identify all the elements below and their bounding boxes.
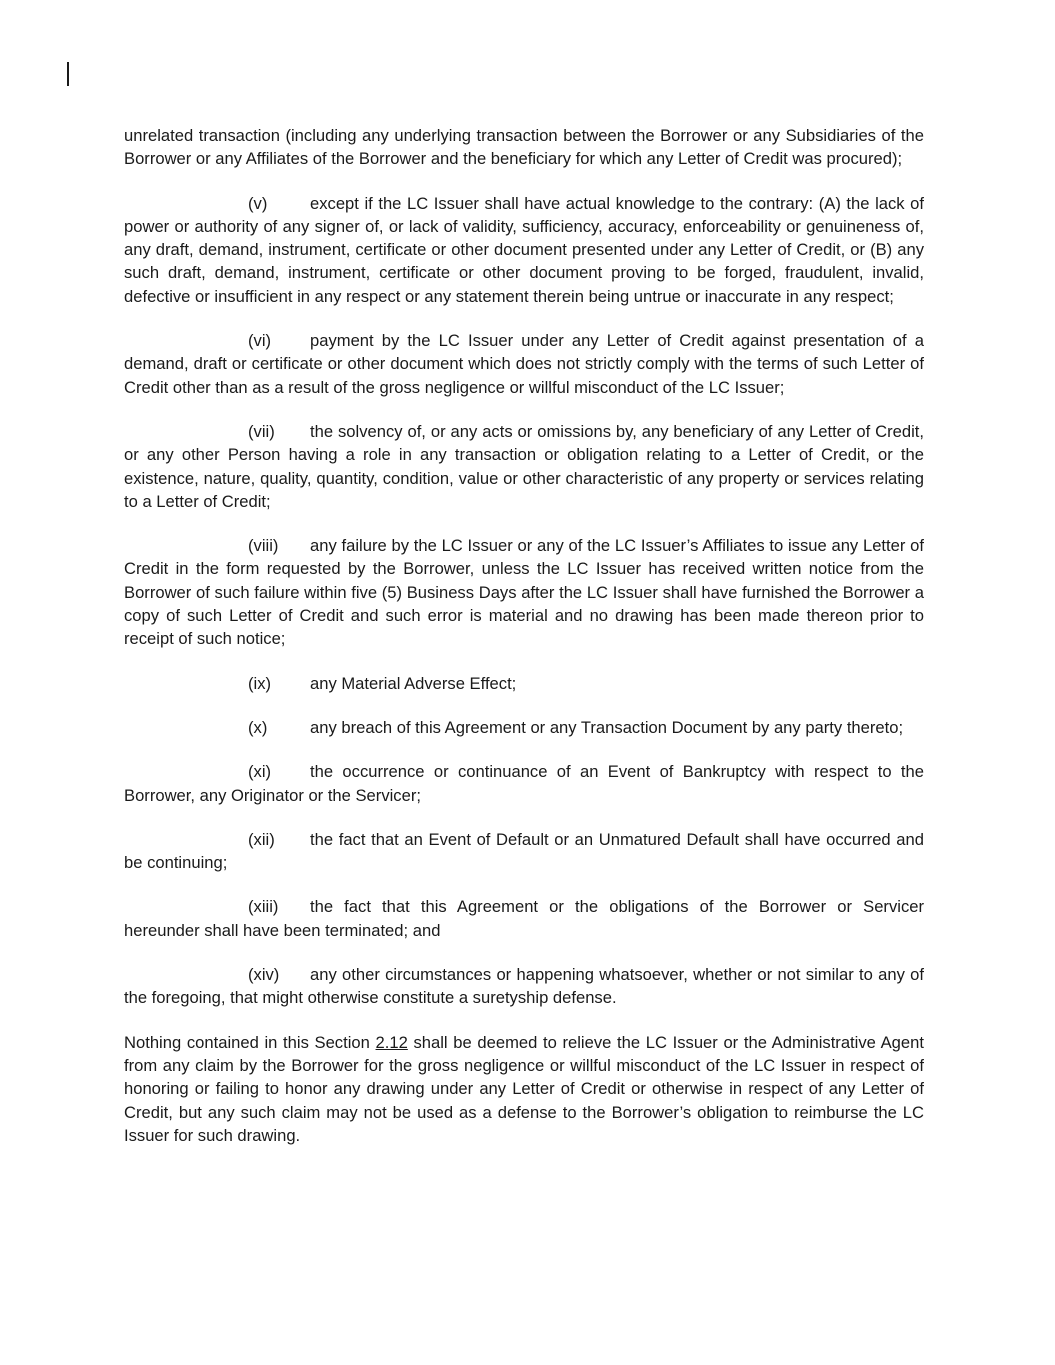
clause-xii	[124, 828, 924, 875]
clause-text: any other circumstances or happening whatsoever, whether or not similar to any of the foregoing, that might otherwise constitute a suretyship defense.	[124, 965, 924, 1008]
clause-vii	[124, 420, 924, 513]
clause-number: (xiii)	[248, 897, 279, 917]
clause-text: any Material Adverse Effect;	[310, 673, 517, 693]
clause-text: except if the LC Issuer shall have actual knowledge to the contrary: (A) the lack of power or authority of any signer of, or lack of validity, sufficiency, accuracy, enforceability or genuineness of, any draft, demand, instrument, certificate or other document presented under any Letter of Credit, or (B) any such draft, demand, instrument, certificate or other document proving to be forged, fraudulent, invalid, defective or insufficient in any respect or any statement therein being untrue or inaccurate in any respect;	[124, 193, 924, 306]
clause-text: any breach of this Agreement or any Transaction Document by any party thereto;	[310, 717, 904, 737]
section-reference-link[interactable]: 2.12	[375, 1032, 408, 1052]
clause-xi	[124, 760, 924, 807]
clause-xiv	[124, 963, 924, 1010]
document-body	[124, 124, 924, 1147]
clause-number: (xii)	[248, 829, 275, 849]
closing-text-before: Nothing contained in this Section	[124, 1032, 370, 1052]
clause-number: (v)	[248, 193, 268, 213]
clause-v	[124, 192, 924, 308]
clause-x	[124, 716, 924, 739]
clause-number: (vi)	[248, 331, 272, 351]
clause-number: (x)	[248, 717, 268, 737]
clause-ix	[124, 672, 924, 695]
clause-number: (ix)	[248, 673, 272, 693]
clause-text: the fact that an Event of Default or an Unmatured Default shall have occurred and be continuing;	[124, 829, 924, 873]
clause-number: (xi)	[248, 762, 272, 782]
closing-paragraph	[124, 1031, 924, 1147]
clause-number: (viii)	[248, 536, 279, 556]
clause-viii	[124, 534, 924, 650]
closing-text-after: shall be deemed to relieve the LC Issuer or the Administrative Agent from any claim by the Borrower for the gross negligence or willful misconduct of the LC Issuer in respect of honoring or failing to honor any drawing under any Letter of Credit or otherwise in respect of any Letter of Credit, but any such claim may not be used as a defense to the Borrower’s obligation to reimburse the LC Issuer for such drawing.	[124, 1032, 924, 1145]
text-cursor-mark	[67, 62, 69, 86]
clause-text: the occurrence or continuance of an Event of Bankruptcy with respect to the Borrower, any Originator or the Servicer;	[124, 762, 924, 805]
clause-text: the fact that this Agreement or the obligations of the Borrower or Servicer hereunder shall have been terminated; and	[124, 897, 924, 940]
clause-text: payment by the LC Issuer under any Letter of Credit against presentation of a demand, draft or certificate or other document which does not strictly comply with the terms of such Letter of Credit other than as a result of the gross negligence or willful misconduct of the LC Issuer;	[124, 331, 924, 397]
clause-vi	[124, 329, 924, 399]
clause-number: (vii)	[248, 421, 275, 441]
clause-text: the solvency of, or any acts or omissions by, any beneficiary of any Letter of Credit, or any other Person having a role in any transaction or obligation relating to a Letter of Credit, or the existence, nature, quality, quantity, condition, value or other characteristic of any property or services relating to a Letter of Credit;	[124, 421, 924, 511]
clause-text: any failure by the LC Issuer or any of the LC Issuer’s Affiliates to issue any Letter of Credit in the form requested by the Borrower, unless the LC Issuer has received written notice from the Borrower of such failure within five (5) Business Days after the LC Issuer shall have furnished the Borrower a copy of such Letter of Credit and such error is material and no drawing has been made thereon prior to receipt of such notice;	[124, 536, 924, 649]
clause-xiii	[124, 895, 924, 942]
intro-paragraph: unrelated transaction (including any underlying transaction between the Borrower or any Subsidiaries of the Borrower or any Affiliates of the Borrower and the beneficiary for which any Letter of Credit was procured);	[124, 126, 924, 169]
clause-number: (xiv)	[248, 965, 280, 985]
